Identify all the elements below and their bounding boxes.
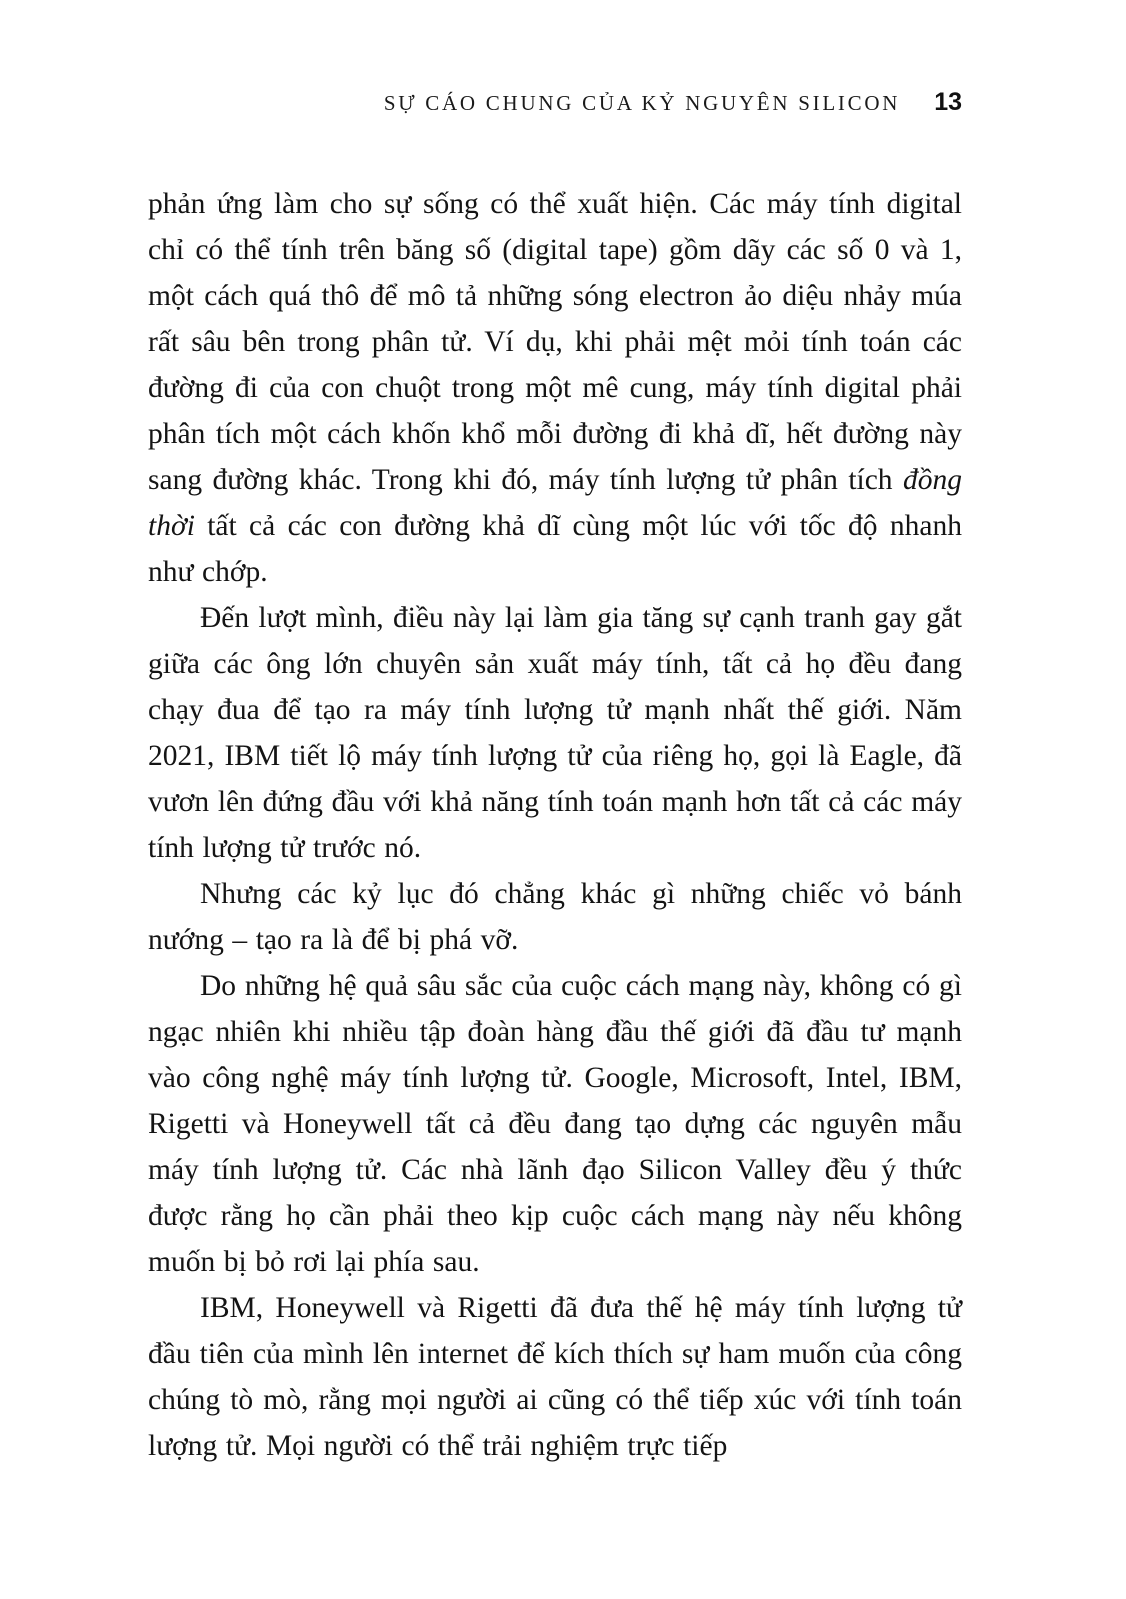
page-content bbox=[148, 88, 962, 1469]
paragraph-4: Do những hệ quả sâu sắc của cuộc cách mạng này, không có gì ngạc nhiên khi nhiều tập đoàn hàng đầu thế giới đã đầu tư mạnh vào công nghệ máy tính lượng tử. Google, Microsoft, Intel, IBM, Rigetti và Honeywell tất cả đều đang tạo dựng các nguyên mẫu máy tính lượng tử. Các nhà lãnh đạo Silicon Valley đều ý thức được rằng họ cần phải theo kịp cuộc cách mạng này nếu không muốn bị bỏ rơi lại phía sau. bbox=[148, 970, 962, 1278]
paragraph-1-italic: đồng thời bbox=[148, 464, 962, 542]
paragraph-1-pre: phản ứng làm cho sự sống có thể xuất hiện. Các máy tính digital chỉ có thể tính trên băng số (digital tape) gồm dãy các số 0 và 1, một cách quá thô để mô tả những sóng electron ảo diệu nhảy múa rất sâu bên trong phân tử. Ví dụ, khi phải mệt mỏi tính toán các đường đi của con chuột trong một mê cung, máy tính digital phải phân tích một cách khốn khổ mỗi đường đi khả dĩ, hết đường này sang đường khác. Trong khi đó, máy tính lượng tử phân tích bbox=[148, 188, 962, 496]
running-head bbox=[148, 88, 962, 117]
paragraph-5: IBM, Honeywell và Rigetti đã đưa thế hệ máy tính lượng tử đầu tiên của mình lên internet để kích thích sự ham muốn của công chúng tò mò, rằng mọi người ai cũng có thể tiếp xúc với tính toán lượng tử. Mọi người có thể trải nghiệm trực tiếp bbox=[148, 1292, 962, 1462]
paragraph-1 bbox=[148, 181, 962, 595]
paragraph-2: Đến lượt mình, điều này lại làm gia tăng sự cạnh tranh gay gắt giữa các ông lớn chuyên sản xuất máy tính, tất cả họ đều đang chạy đua để tạo ra máy tính lượng tử mạnh nhất thế giới. Năm 2021, IBM tiết lộ máy tính lượng tử của riêng họ, gọi là Eagle, đã vươn lên đứng đầu với khả năng tính toán mạnh hơn tất cả các máy tính lượng tử trước nó. bbox=[148, 602, 962, 864]
paragraph-3: Nhưng các kỷ lục đó chẳng khác gì những chiếc vỏ bánh nướng – tạo ra là để bị phá vỡ. bbox=[148, 878, 962, 956]
chapter-title: SỰ CÁO CHUNG CỦA KỶ NGUYÊN SILICON bbox=[383, 91, 901, 115]
page-number: 13 bbox=[934, 88, 962, 116]
body-text bbox=[148, 181, 962, 1469]
paragraph-1-post: tất cả các con đường khả dĩ cùng một lúc với tốc độ nhanh như chớp. bbox=[148, 510, 962, 588]
